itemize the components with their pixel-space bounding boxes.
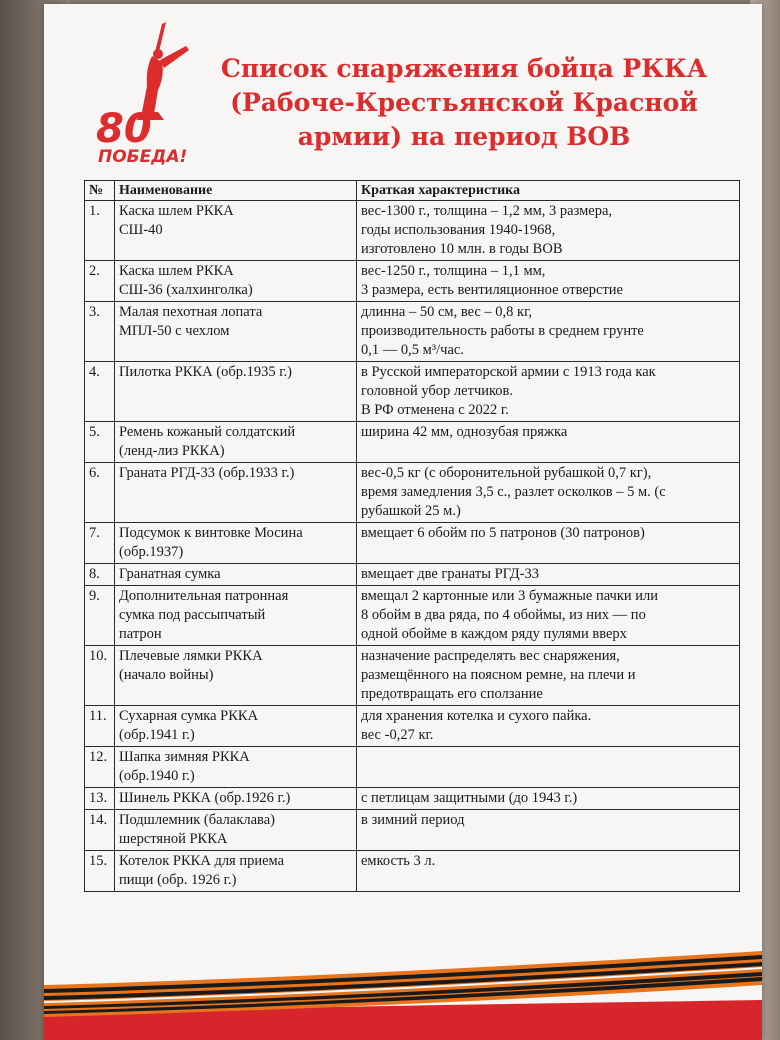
item-description <box>357 810 740 851</box>
item-name-line: Каска шлем РККА <box>119 203 234 219</box>
title-line-1: Список снаряжения бойца РККА <box>220 54 708 83</box>
item-name-line: пищи (обр. 1926 г.) <box>119 872 237 888</box>
title-line-2: (Рабоче-Крестьянской Красной <box>230 88 698 117</box>
item-name-line: Гранатная сумка <box>119 566 221 582</box>
item-description-line <box>361 748 735 767</box>
item-description <box>357 851 740 892</box>
table-row <box>85 523 740 564</box>
item-description <box>357 706 740 747</box>
item-name-line: (обр.1937) <box>119 544 184 560</box>
item-name <box>115 523 357 564</box>
item-name-line: Ремень кожаный солдатский <box>119 424 296 440</box>
document-title <box>214 52 714 154</box>
item-description-line: вес-1300 г., толщина – 1,2 мм, 3 размера, <box>361 203 613 219</box>
table-row <box>85 851 740 892</box>
header-number: № <box>85 181 115 201</box>
row-number: 12. <box>85 747 115 788</box>
item-description <box>357 302 740 362</box>
row-number: 10. <box>85 646 115 706</box>
row-number: 13. <box>85 788 115 810</box>
row-number: 1. <box>85 201 115 261</box>
item-name-line: Шинель РККА (обр.1926 г.) <box>119 790 291 806</box>
table-row <box>85 261 740 302</box>
item-description-line: с петлицам защитными (до 1943 г.) <box>361 790 578 806</box>
item-name-line: (ленд-лиз РККА) <box>119 443 225 459</box>
item-description-line: ширина 42 мм, однозубая пряжка <box>361 424 568 440</box>
item-description-line: длинна – 50 см, вес – 0,8 кг, <box>361 304 533 320</box>
item-name <box>115 362 357 422</box>
table-row <box>85 646 740 706</box>
item-description-line: время замедления 3,5 с., разлет осколков – 5 м. (с <box>361 484 666 500</box>
item-name <box>115 646 357 706</box>
item-name <box>115 564 357 586</box>
item-name-line: Малая пехотная лопата <box>119 304 263 320</box>
row-number: 15. <box>85 851 115 892</box>
item-name-line: СШ-40 <box>119 222 163 238</box>
item-description-line: для хранения котелка и сухого пайка. <box>361 708 592 724</box>
item-name <box>115 706 357 747</box>
table-row <box>85 463 740 523</box>
row-number: 3. <box>85 302 115 362</box>
table-body <box>85 201 740 892</box>
item-name <box>115 747 357 788</box>
table-row <box>85 422 740 463</box>
item-description <box>357 362 740 422</box>
item-description-line: вес-1250 г., толщина – 1,1 мм, <box>361 263 546 279</box>
item-name-line: (обр.1940 г.) <box>119 768 195 784</box>
row-number: 7. <box>85 523 115 564</box>
item-description <box>357 747 740 788</box>
item-name <box>115 261 357 302</box>
document-sheet <box>44 4 762 1040</box>
item-name <box>115 788 357 810</box>
table-row <box>85 201 740 261</box>
table-header-row <box>85 181 740 201</box>
item-name-line: Подшлемник (балаклава) <box>119 812 275 828</box>
item-description <box>357 523 740 564</box>
item-name-line: Пилотка РККА (обр.1935 г.) <box>119 364 292 380</box>
table-row <box>85 706 740 747</box>
item-name-line: Плечевые лямки РККА <box>119 648 263 664</box>
item-name <box>115 463 357 523</box>
item-description-line: годы использования 1940-1968, <box>361 222 556 238</box>
st-george-ribbon <box>44 945 762 1040</box>
row-number: 5. <box>85 422 115 463</box>
header-name: Наименование <box>115 181 357 201</box>
row-number: 14. <box>85 810 115 851</box>
item-description-line: 0,1 — 0,5 м³/час. <box>361 342 464 358</box>
item-name-line: Каска шлем РККА <box>119 263 234 279</box>
table-row <box>85 810 740 851</box>
item-name-line: (начало войны) <box>119 667 214 683</box>
header-description: Краткая характеристика <box>357 181 740 201</box>
item-description <box>357 463 740 523</box>
item-name-line: Сухарная сумка РККА <box>119 708 259 724</box>
item-description-line: вес -0,27 кг. <box>361 727 434 743</box>
logo-number: 80 <box>96 106 152 152</box>
item-description-line: 3 размера, есть вентиляционное отверстие <box>361 282 623 298</box>
item-name <box>115 302 357 362</box>
item-description <box>357 646 740 706</box>
row-number: 4. <box>85 362 115 422</box>
item-description-line: изготовлено 10 млн. в годы ВОВ <box>361 241 563 257</box>
item-description-line: вмещает две гранаты РГД-33 <box>361 566 539 582</box>
item-description <box>357 788 740 810</box>
item-description-line: головной убор летчиков. <box>361 383 514 399</box>
item-description-line: вмещает 6 обойм по 5 патронов (30 патронов) <box>361 525 645 541</box>
table-row <box>85 747 740 788</box>
item-name <box>115 422 357 463</box>
item-description <box>357 564 740 586</box>
item-description-line: производительность работы в среднем грунте <box>361 323 644 339</box>
item-description-line: в Русской императорской армии с 1913 года как <box>361 364 656 380</box>
table-row <box>85 302 740 362</box>
title-line-3: армии) на период ВОВ <box>297 122 631 151</box>
item-name-line: патрон <box>119 626 162 642</box>
table-row <box>85 564 740 586</box>
item-description-line: вмещал 2 картонные или 3 бумажные пачки или <box>361 588 659 604</box>
item-description <box>357 586 740 646</box>
row-number: 8. <box>85 564 115 586</box>
item-description-line: В РФ отменена с 2022 г. <box>361 402 509 418</box>
table-row <box>85 586 740 646</box>
item-description-line: рубашкой 25 м.) <box>361 503 461 519</box>
row-number: 11. <box>85 706 115 747</box>
item-name-line: Дополнительная патронная <box>119 588 289 604</box>
item-description-line: назначение распределять вес снаряжения, <box>361 648 620 664</box>
item-name-line: Котелок РККА для приема <box>119 853 285 869</box>
table-row <box>85 788 740 810</box>
equipment-table <box>84 180 740 892</box>
row-number: 9. <box>85 586 115 646</box>
item-name-line: (обр.1941 г.) <box>119 727 195 743</box>
row-number: 6. <box>85 463 115 523</box>
item-name-line: шерстяной РККА <box>119 831 228 847</box>
table-row <box>85 362 740 422</box>
item-description-line: одной обойме в каждом ряду пулями вверх <box>361 626 627 642</box>
item-description <box>357 261 740 302</box>
item-name-line: Подсумок к винтовке Мосина <box>119 525 303 541</box>
item-name <box>115 586 357 646</box>
item-description-line: размещённого на поясном ремне, на плечи и <box>361 667 636 683</box>
item-description-line: в зимний период <box>361 812 465 828</box>
item-description-line: емкость 3 л. <box>361 853 436 869</box>
item-name-line: Граната РГД-33 (обр.1933 г.) <box>119 465 295 481</box>
item-name-line: сумка под рассыпчатый <box>119 607 266 623</box>
item-description-line: предотвращать его сползание <box>361 686 543 702</box>
item-description-line: вес-0,5 кг (с оборонительной рубашкой 0,7 кг), <box>361 465 652 481</box>
item-name <box>115 810 357 851</box>
item-description <box>357 422 740 463</box>
victory-80-logo <box>92 16 202 166</box>
item-description <box>357 201 740 261</box>
item-name-line: СШ-36 (халхинголка) <box>119 282 253 298</box>
item-description-line: 8 обойм в два ряда, по 4 обоймы, из них — по <box>361 607 646 623</box>
item-name <box>115 201 357 261</box>
row-number: 2. <box>85 261 115 302</box>
item-name-line: МПЛ-50 с чехлом <box>119 323 230 339</box>
item-name-line: Шапка зимняя РККА <box>119 749 250 765</box>
item-name <box>115 851 357 892</box>
logo-word: ПОБЕДА! <box>98 147 188 166</box>
